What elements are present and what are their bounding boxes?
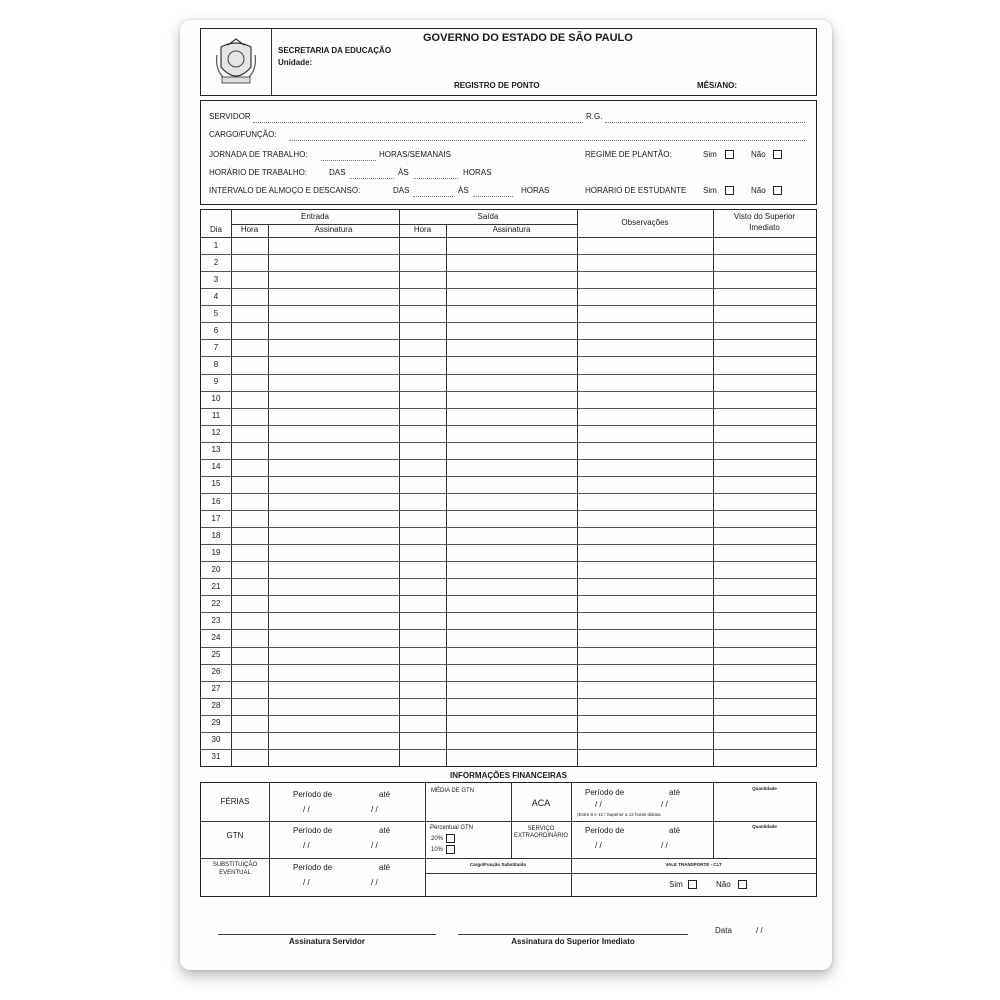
vale-sim-label: Sim — [669, 880, 683, 889]
intervalo-horas-label: HORAS — [521, 186, 550, 195]
day-number: 29 — [211, 718, 221, 728]
aca-label: ACA — [531, 798, 551, 808]
day-number: 14 — [211, 462, 221, 472]
servico-label-line1: SERVIÇO — [527, 826, 555, 832]
day-number: 27 — [211, 684, 221, 694]
entrada-hora-header: Hora — [240, 225, 259, 234]
day-row-divider — [201, 612, 816, 613]
day-row-divider — [201, 749, 816, 750]
day-number: 28 — [211, 701, 221, 711]
regime-sim-checkbox[interactable] — [725, 150, 734, 159]
day-number: 6 — [213, 325, 219, 335]
pct10-label: 10% — [431, 847, 444, 853]
day-number: 18 — [211, 530, 221, 540]
day-row-divider — [201, 561, 816, 562]
day-number: 3 — [213, 274, 219, 284]
gtn-ate-label: até — [379, 826, 391, 835]
servico-periodo-label: Período de — [585, 826, 625, 835]
regime-sim-label: Sim — [703, 150, 717, 159]
subst-date-end: / / — [371, 878, 378, 887]
visto-header-line1: Visto do Superior — [733, 212, 796, 221]
servico-label-line2: EXTRAORDINÁRIO — [513, 833, 568, 839]
day-number: 10 — [211, 394, 221, 404]
day-number: 20 — [211, 564, 221, 574]
media-gtn-label: MÉDIA DE GTN — [431, 788, 475, 794]
day-number: 26 — [211, 667, 221, 677]
estudante-nao-checkbox[interactable] — [773, 186, 782, 195]
rg-label: R.G. — [586, 112, 603, 121]
day-number: 16 — [211, 496, 221, 506]
day-row-divider — [201, 408, 816, 409]
day-row-divider — [201, 732, 816, 733]
pct10-checkbox[interactable] — [446, 845, 455, 854]
day-row-divider — [201, 544, 816, 545]
jornada-label: JORNADA DE TRABALHO: — [209, 150, 308, 159]
day-row-divider — [201, 288, 816, 289]
month-year-label: MÊS/ANO: — [697, 81, 737, 90]
day-number: 12 — [211, 428, 221, 438]
subst-periodo-label: Período de — [293, 863, 333, 872]
regime-nao-checkbox[interactable] — [773, 150, 782, 159]
ferias-date-end: / / — [371, 805, 378, 814]
day-row-divider — [201, 271, 816, 272]
financial-box — [200, 782, 817, 897]
pct20-checkbox[interactable] — [446, 834, 455, 843]
day-row-divider — [201, 510, 816, 511]
form-sheet — [180, 20, 832, 970]
horario-horas-label: HORAS — [463, 168, 492, 177]
ferias-periodo-label: Período de — [293, 790, 333, 799]
entrada-assinatura-header: Assinatura — [314, 225, 353, 234]
financial-title: INFORMAÇÕES FINANCEIRAS — [450, 771, 567, 780]
day-number: 8 — [213, 359, 219, 369]
state-seal-icon — [213, 37, 259, 87]
day-row-divider — [201, 476, 816, 477]
unit-label: Unidade: — [278, 58, 313, 67]
day-number: 25 — [211, 650, 221, 660]
regime-label: REGIME DE PLANTÃO: — [585, 150, 672, 159]
servico-ate-label: até — [669, 826, 681, 835]
day-number: 30 — [211, 735, 221, 745]
day-row-divider — [201, 322, 816, 323]
horas-semanais-label: HORAS/SEMANAIS — [379, 150, 452, 159]
day-number: 9 — [213, 377, 219, 387]
day-rows — [201, 237, 816, 766]
superior-signature-line — [458, 934, 688, 935]
aca-date-start: / / — [595, 800, 602, 809]
header-box — [200, 28, 817, 96]
day-row-divider — [201, 595, 816, 596]
saida-assinatura-header: Assinatura — [492, 225, 531, 234]
employee-info-box — [200, 100, 817, 205]
day-row-divider — [201, 374, 816, 375]
intervalo-das-label: DAS — [393, 186, 410, 195]
day-row-divider — [201, 681, 816, 682]
cargo-label: CARGO/FUNÇÃO: — [209, 130, 277, 139]
intervalo-label: INTERVALO DE ALMOÇO E DESCANSO: — [209, 186, 361, 195]
day-number: 24 — [211, 633, 221, 643]
ferias-date-start: / / — [303, 805, 310, 814]
estudante-label: HORÁRIO DE ESTUDANTE — [585, 186, 687, 195]
day-row-divider — [201, 527, 816, 528]
day-number: 21 — [211, 581, 221, 591]
day-row-divider — [201, 254, 816, 255]
day-row-divider — [201, 647, 816, 648]
aca-date-end: / / — [661, 800, 668, 809]
vale-nao-checkbox[interactable] — [738, 880, 747, 889]
day-row-divider — [201, 339, 816, 340]
data-slashes: / / — [756, 926, 763, 935]
ferias-ate-label: até — [379, 790, 391, 799]
cargo-substituido-label: Cargo/Função Substituído — [469, 862, 527, 867]
gtn-date-start: / / — [303, 841, 310, 850]
gtn-periodo-label: Período de — [293, 826, 333, 835]
day-row-divider — [201, 493, 816, 494]
day-number: 7 — [213, 342, 219, 352]
visto-header-line2: Imediato — [749, 223, 780, 232]
day-row-divider — [201, 356, 816, 357]
day-row-divider — [201, 391, 816, 392]
day-row-divider — [201, 629, 816, 630]
day-number: 17 — [211, 513, 221, 523]
day-row-divider — [201, 664, 816, 665]
estudante-nao-label: Não — [751, 186, 766, 195]
horario-as-label: ÀS — [398, 168, 409, 177]
vale-transporte-label: VALE TRANSPORTE - CLT — [665, 862, 722, 867]
percentual-gtn-label: Percentual GTN — [430, 825, 474, 831]
data-label: Data — [715, 926, 732, 935]
aca-entre-note: (Entre 8 e 12 / Superior a 12 horas diárias — [577, 812, 661, 817]
day-number: 4 — [213, 291, 219, 301]
day-row-divider — [201, 715, 816, 716]
assinatura-superior-label: Assinatura do Superior Imediato — [511, 937, 635, 946]
attendance-table — [200, 209, 817, 767]
servico-date-start: / / — [595, 841, 602, 850]
gtn-label: GTN — [226, 831, 244, 840]
servidor-label: SERVIDOR — [209, 112, 251, 121]
observacoes-header: Observações — [621, 218, 669, 227]
regime-nao-label: Não — [751, 150, 766, 159]
secretariat-label: SECRETARIA DA EDUCAÇÃO — [278, 46, 392, 55]
horario-label: HORÁRIO DE TRABALHO: — [209, 168, 308, 177]
government-title: GOVERNO DO ESTADO DE SÃO PAULO — [423, 32, 633, 44]
pct20-label: 20% — [431, 836, 444, 842]
day-number: 1 — [213, 240, 219, 250]
form-title: REGISTRO DE PONTO — [454, 81, 540, 90]
estudante-sim-checkbox[interactable] — [725, 186, 734, 195]
horario-das-label: DAS — [329, 168, 346, 177]
intervalo-as-label: ÀS — [458, 186, 469, 195]
assinatura-servidor-label: Assinatura Servidor — [288, 937, 366, 946]
ferias-label: FÉRIAS — [220, 797, 250, 806]
substituicao-label-line1: SUBSTITUIÇÃO — [212, 862, 258, 868]
gtn-date-end: / / — [371, 841, 378, 850]
vale-sim-checkbox[interactable] — [688, 880, 697, 889]
day-number: 2 — [213, 257, 219, 267]
day-number: 13 — [211, 445, 221, 455]
day-number: 31 — [211, 752, 221, 762]
day-row-divider — [201, 425, 816, 426]
day-number: 22 — [211, 598, 221, 608]
saida-header: Saída — [477, 212, 499, 221]
day-row-divider — [201, 578, 816, 579]
vale-nao-label: Não — [716, 880, 731, 889]
saida-hora-header: Hora — [413, 225, 432, 234]
entrada-header: Entrada — [300, 212, 330, 221]
day-number: 5 — [213, 308, 219, 318]
aca-ate-label: até — [669, 788, 681, 797]
day-number: 19 — [211, 547, 221, 557]
day-row-divider — [201, 442, 816, 443]
aca-periodo-label: Período de — [585, 788, 625, 797]
day-row-divider — [201, 305, 816, 306]
dia-header: Dia — [209, 225, 222, 234]
day-row-divider — [201, 459, 816, 460]
subst-ate-label: até — [379, 863, 391, 872]
quantidade-label-2: Quantidade — [752, 824, 777, 829]
quantidade-label-1: Quantidade — [752, 786, 777, 791]
day-number: 15 — [211, 479, 221, 489]
day-row-divider — [201, 698, 816, 699]
substituicao-label-line2: EVENTUAL — [219, 870, 251, 876]
subst-date-start: / / — [303, 878, 310, 887]
servidor-signature-line — [218, 934, 436, 935]
estudante-sim-label: Sim — [703, 186, 717, 195]
servico-date-end: / / — [661, 841, 668, 850]
day-number: 23 — [211, 615, 221, 625]
day-number: 11 — [211, 411, 221, 421]
